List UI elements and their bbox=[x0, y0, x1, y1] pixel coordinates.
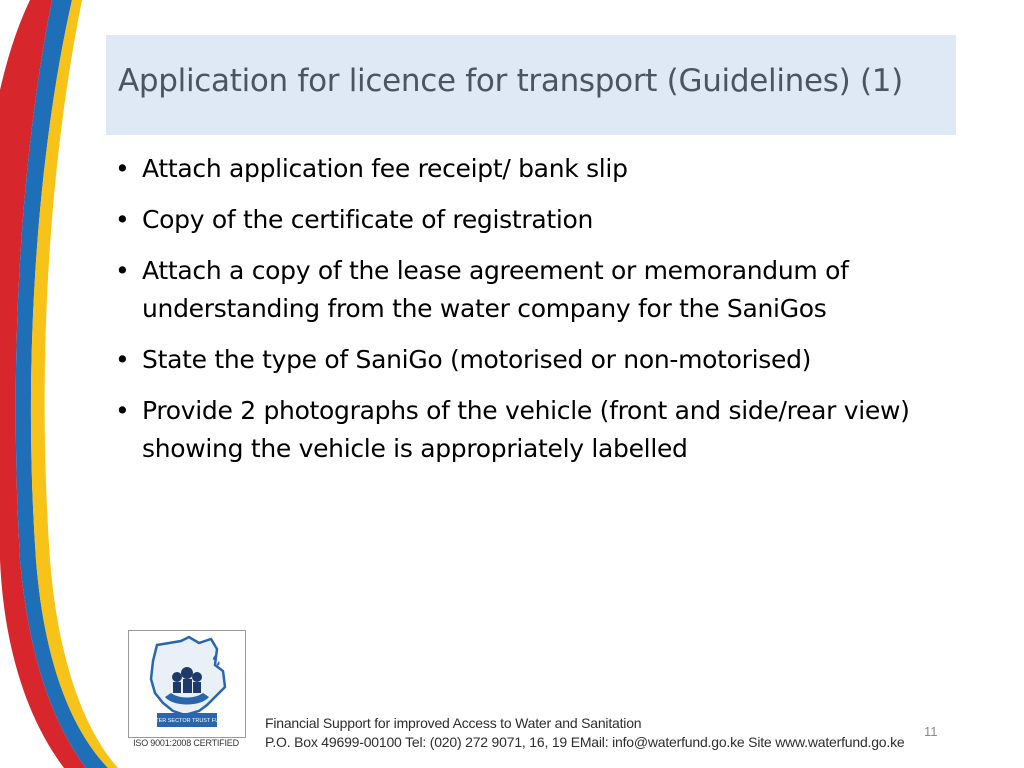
bullet-text: Attach application fee receipt/ bank slip bbox=[142, 154, 628, 183]
footer-contact: P.O. Box 49699-00100 Tel: (020) 272 9071, 16, 19 EMail: info@waterfund.go.ke Site www.waterfund.go.ke bbox=[265, 734, 905, 750]
bullet-marker: • bbox=[115, 154, 130, 183]
bullet-text: Attach a copy of the lease agreement or memorandum of understanding from the water company for the SaniGos bbox=[142, 256, 849, 323]
bullet-item bbox=[112, 341, 952, 379]
bullet-text: Copy of the certificate of registration bbox=[142, 205, 594, 234]
page-number: 11 bbox=[924, 724, 938, 739]
bullet-marker: • bbox=[115, 345, 130, 374]
logo-banner-text: WATER SECTOR TRUST FUND bbox=[146, 718, 228, 724]
bullet-text: State the type of SaniGo (motorised or non-motorised) bbox=[142, 345, 812, 374]
iso-caption: ISO 9001:2008 CERTIFIED bbox=[133, 738, 239, 748]
footer-tagline: Financial Support for improved Access to Water and Sanitation bbox=[265, 715, 642, 731]
bullet-item bbox=[112, 150, 952, 188]
map-hands-logo-icon bbox=[129, 631, 245, 737]
bullet-marker: • bbox=[115, 205, 130, 234]
wstf-logo bbox=[128, 630, 246, 738]
bullet-text: Provide 2 photographs of the vehicle (front and side/rear view) showing the vehicle is appropriately labelled bbox=[142, 396, 910, 463]
bullet-item bbox=[112, 392, 952, 468]
bullet-list bbox=[112, 150, 952, 481]
bullet-marker: • bbox=[115, 256, 130, 285]
bullet-item bbox=[112, 201, 952, 239]
bullet-marker: • bbox=[115, 396, 130, 425]
slide-title: Application for licence for transport (Guidelines) (1) bbox=[118, 63, 903, 99]
bullet-item bbox=[112, 252, 952, 328]
title-band bbox=[106, 35, 956, 135]
